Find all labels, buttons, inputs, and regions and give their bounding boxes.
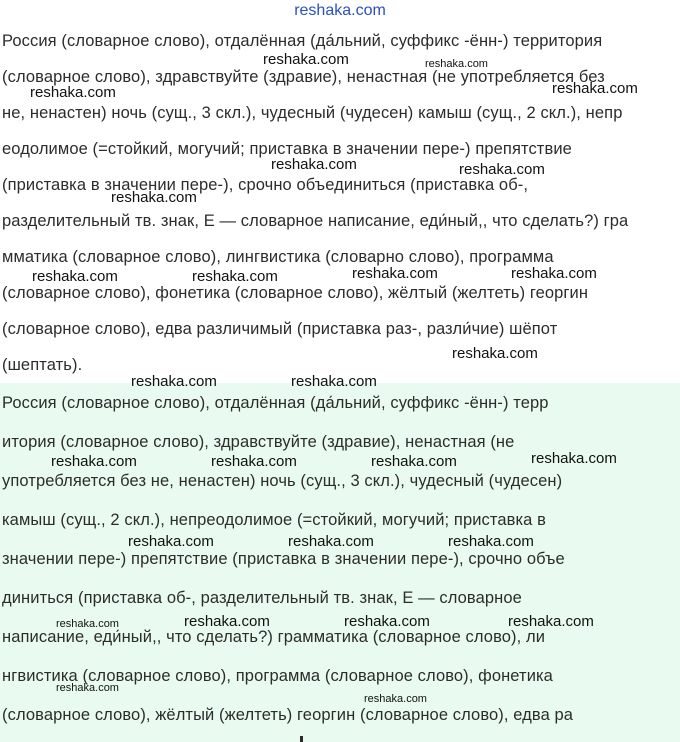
- text-line: мматика (словарное слово), лингвистика (словарно слово), программа: [2, 248, 554, 266]
- text-line: (словарное слово), фонетика (словарное слово), жёлтый (желтеть) георгин: [2, 284, 589, 302]
- watermark: reshaka.com: [344, 613, 430, 630]
- watermark: reshaka.com: [291, 373, 377, 390]
- watermark: reshaka.com: [452, 345, 538, 362]
- watermark: reshaka.com: [288, 533, 374, 550]
- watermark: reshaka.com: [448, 533, 534, 550]
- text-line: Россия (словарное слово), отдалённая (да́льний, суффикс -ённ-) терр: [2, 394, 549, 412]
- text-line: камыш (сущ., 2 скл.), непреодолимое (=стойкий, могучий; приставка в: [2, 511, 547, 529]
- watermark: reshaka.com: [192, 268, 278, 285]
- watermark: reshaka.com: [263, 51, 349, 68]
- watermark: reshaka.com: [271, 156, 357, 173]
- watermark: reshaka.com: [131, 373, 217, 390]
- text-line: (словарное слово), жёлтый (желтеть) георгин (словарное слово), едва ра: [2, 706, 574, 724]
- watermark: reshaka.com: [30, 84, 116, 101]
- watermark: reshaka.com: [352, 265, 438, 282]
- text-line: еодолимое (=стойкий, могучий; приставка в значении пере-) препятствие: [2, 140, 572, 158]
- text-line: (словарное слово), здравствуйте (здравие), ненастная (не употребляется без: [2, 68, 605, 86]
- watermark: reshaka.com: [184, 613, 270, 630]
- watermark: reshaka.com: [32, 268, 118, 285]
- text-line: нгвистика (словарное слово), программа (словарное слово), фонетика: [2, 667, 553, 685]
- watermark: reshaka.com: [371, 453, 457, 470]
- text-line: Россия (словарное слово), отдалённая (да́льний, суффикс -ённ-) территория: [2, 32, 603, 50]
- text-line: разделительный тв. знак, Е — словарное написание, еди́ный,, что сделать?) гра: [2, 212, 629, 230]
- watermark: reshaka.com: [531, 450, 617, 467]
- watermark: reshaka.com: [459, 161, 545, 178]
- bottom-edge-mark: [300, 736, 303, 742]
- text-line: (приставка в значении пере-), срочно объединиться (приставка об-,: [2, 176, 529, 194]
- text-line: диниться (приставка об-, разделительный тв. знак, Е — словарное: [2, 589, 522, 607]
- text-block-plain: [0, 22, 680, 383]
- text-line: не, ненастен) ночь (сущ., 3 скл.), чудесный (чудесен) камыш (сущ., 2 скл.), непр: [2, 104, 623, 122]
- watermark: reshaka.com: [128, 533, 214, 550]
- watermark: reshaka.com: [51, 453, 137, 470]
- watermark: reshaka.com: [56, 682, 119, 694]
- watermark: reshaka.com: [211, 453, 297, 470]
- watermark: reshaka.com: [508, 613, 594, 630]
- site-header-link[interactable]: reshaka.com: [294, 2, 386, 19]
- watermark: reshaka.com: [56, 618, 119, 630]
- watermark: reshaka.com: [364, 693, 427, 705]
- text-line: (шептать).: [2, 356, 83, 374]
- text-line: итория (словарное слово), здравствуйте (здравие), ненастная (не: [2, 433, 515, 451]
- text-line: написание, еди́ный,, что сделать?) грамматика (словарное слово), ли: [2, 628, 546, 646]
- text-line: (словарное слово), едва различимый (приставка раз-, разли́чие) шёпот: [2, 320, 558, 338]
- text-line: употребляется без не, ненастен) ночь (сущ., 3 скл.), чудесный (чудесен): [2, 472, 563, 490]
- watermark: reshaka.com: [111, 189, 197, 206]
- watermark: reshaka.com: [425, 58, 488, 70]
- watermark: reshaka.com: [552, 80, 638, 97]
- text-line: значении пере-) препятствие (приставка в значении пере-), срочно объе: [2, 550, 565, 568]
- watermark: reshaka.com: [511, 265, 597, 282]
